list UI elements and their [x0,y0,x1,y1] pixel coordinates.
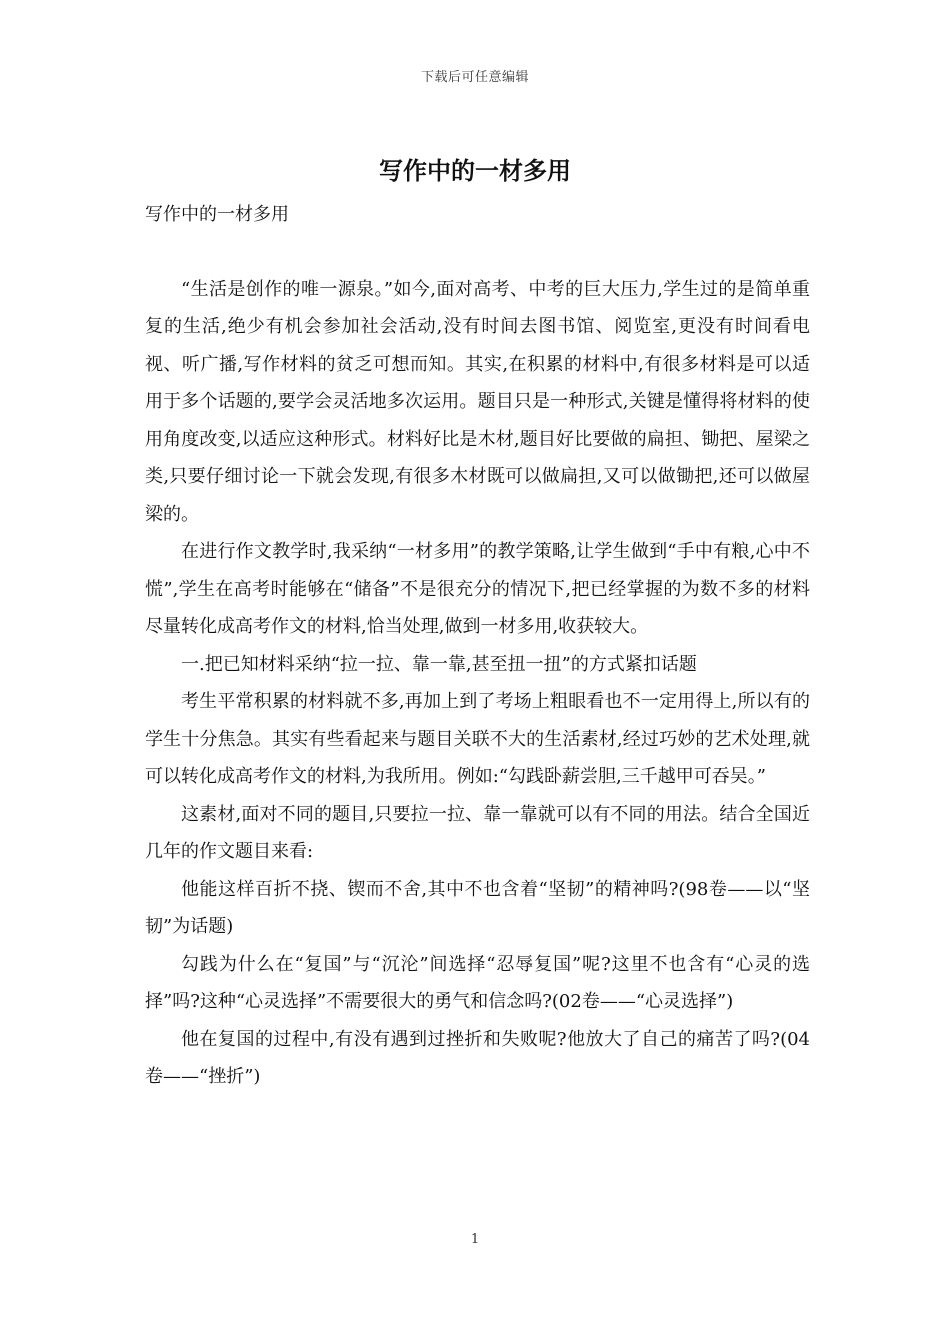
page-number: 1 [470,1232,480,1247]
paragraph: 他在复国的过程中,有没有遇到过挫折和失败呢?他放大了自己的痛苦了吗?(04卷——“挫折”) [145,1028,810,1087]
paragraph: “生活是创作的唯一源泉。”如今,面对高考、中考的巨大压力,学生过的是简单重复的生活,绝少有机会参加社会活动,没有时间去图书馆、阅览室,更没有时间看电视、听广播,写作材料的贫乏可想而知。其实,在积累的材料中,有很多材料是可以适用于多个话题的,要学会灵活地多次运用。题目只是一种形式,关键是懂得将材料的使用角度改变,以适应这种形式。材料好比是木材,题目好比要做的扁担、锄把、屋梁之类,只要仔细讨论一下就会发现,有很多木材既可以做扁担,又可以做锄把,还可以做屋梁的。 [145,278,810,525]
paragraph: 他能这样百折不挠、锲而不舍,其中不也含着“坚韧”的精神吗?(98卷——以“坚韧”为话题) [145,878,810,937]
page-header: 下载后可任意编辑 [420,70,529,85]
paragraph: 在进行作文教学时,我采纳“一材多用”的教学策略,让学生做到“手中有粮,心中不慌”,学生在高考时能够在“储备”不是很充分的情况下,把已经掌握的为数不多的材料尽量转化成高考作文的材料,恰当处理,做到一材多用,收获较大。 [145,541,810,637]
paragraph: 考生平常积累的材料就不多,再加上到了考场上粗眼看也不一定用得上,所以有的学生十分焦急。其实有些看起来与题目关联不大的生活素材,经过巧妙的艺术处理,就可以转化成高考作文的材料,为我所用。例如:“勾践卧薪尝胆,三千越甲可吞吴。” [145,691,810,787]
section-heading: 一.把已知材料采纳“拉一拉、靠一靠,甚至扭一扭”的方式紧扣话题 [181,653,697,675]
document-title: 写作中的一材多用 [379,157,571,185]
paragraph: 勾践为什么在“复国”与“沉沦”间选择“忍辱复国”呢?这里不也含有“心灵的选择”吗?这种“心灵选择”不需要很大的勇气和信念吗?(02卷——“心灵选择”) [145,953,810,1012]
document-subtitle: 写作中的一材多用 [145,204,289,225]
paragraph: 这素材,面对不同的题目,只要拉一拉、靠一靠就可以有不同的用法。结合全国近几年的作文题目来看: [145,803,810,862]
document-body [145,196,810,1096]
